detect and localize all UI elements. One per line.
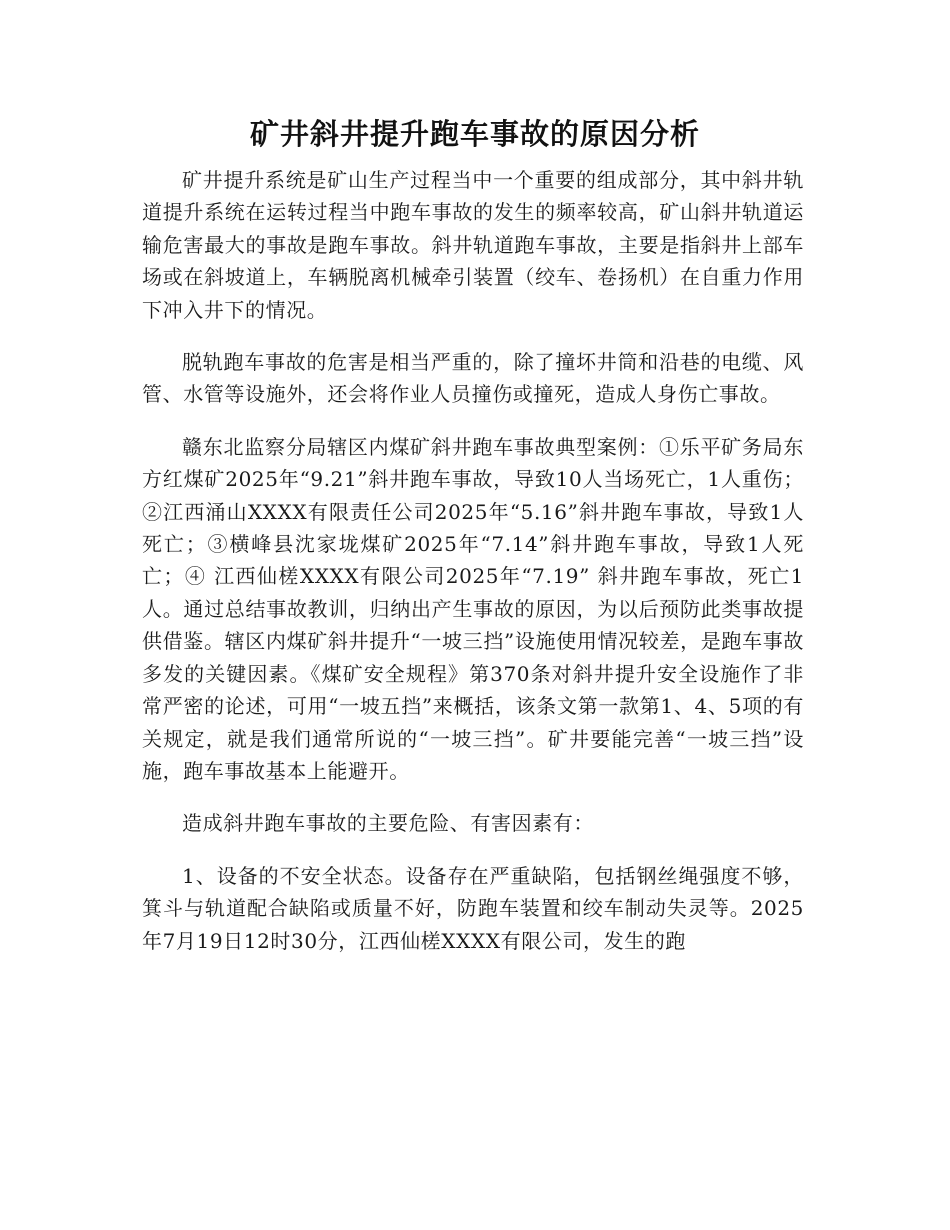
paragraph-cases: 赣东北监察分局辖区内煤矿斜井跑车事故典型案例：①乐平矿务局东方红煤矿2025年“9.21”斜井跑车事故，导致10人当场死亡，1人重伤；②江西涌山XXXX有限责任公司2025年“5.16”斜井跑车事故，导致1人死亡；③横峰县沈家垅煤矿2025年“7.14”斜井跑车事故，导致1人死亡；④ 江西仙槎XXXX有限公司2025年“7.19” 斜井跑车事故，死亡1人。通过总结事故教训，归纳出产生事故的原因，为以后预防此类事故提供借鉴。辖区内煤矿斜井提升“一坡三挡”设施使用情况较差，是跑车事故多发的关键因素。《煤矿安全规程》第370条对斜井提升安全设施作了非常严密的论述，可用“一坡五挡”来概括，该条文第一款第1、4、5项的有关规定，就是我们通常所说的“一坡三挡”。矿井要能完善“一坡三挡”设施，跑车事故基本上能避开。 — [142, 434, 804, 783]
paragraph-factors-heading: 造成斜井跑车事故的主要危险、有害因素有： — [182, 811, 594, 836]
document-title: 矿井斜井提升跑车事故的原因分析 — [249, 117, 700, 151]
document-body — [142, 164, 804, 957]
paragraph-equipment: 1、设备的不安全状态。设备存在严重缺陷，包括钢丝绳强度不够，箕斗与轨道配合缺陷或质量不好，防跑车装置和绞车制动失灵等。2025年7月19日12时30分，江西仙槎XXXX有限公司，发生的跑 — [142, 863, 804, 953]
paragraph-intro: 矿井提升系统是矿山生产过程当中一个重要的组成部分，其中斜井轨道提升系统在运转过程当中跑车事故的发生的频率较高，矿山斜井轨道运输危害最大的事故是跑车事故。斜井轨道跑车事故，主要是指斜井上部车场或在斜坡道上，车辆脱离机械牵引装置（绞车、卷扬机）在自重力作用下冲入井下的情况。 — [142, 168, 804, 322]
paragraph-hazards: 脱轨跑车事故的危害是相当严重的，除了撞坏井筒和沿巷的电缆、风管、水管等设施外，还会将作业人员撞伤或撞死，造成人身伤亡事故。 — [142, 350, 804, 407]
